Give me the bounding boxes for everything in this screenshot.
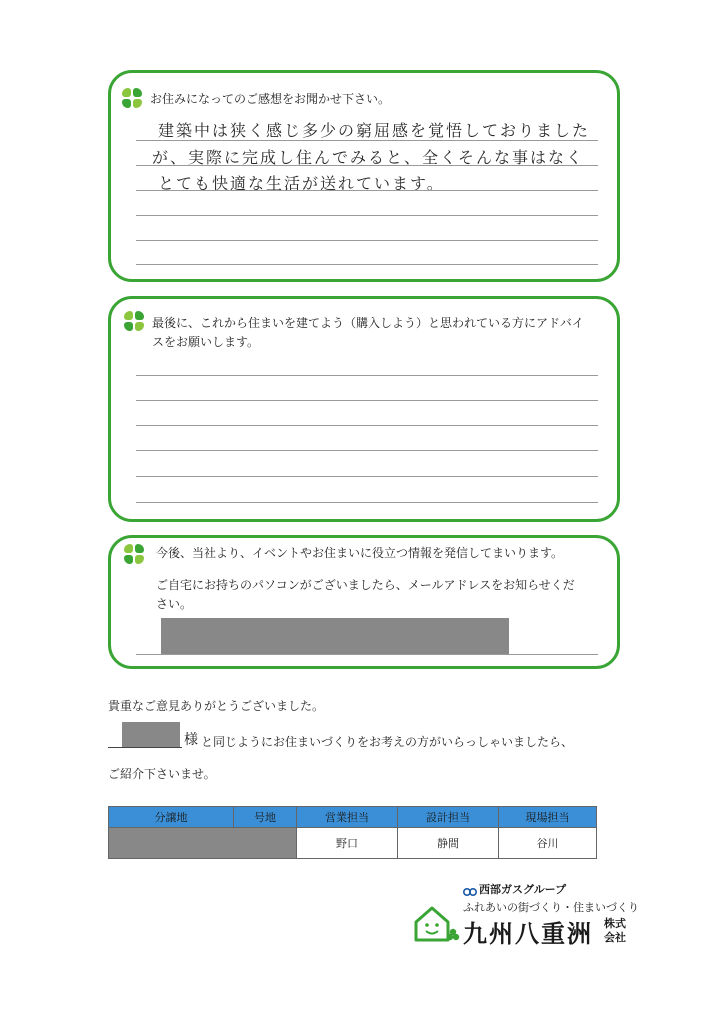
ruled-line xyxy=(136,425,598,426)
thanks-message: 貴重なご意見ありがとうございました。 xyxy=(108,699,325,713)
company-suffix: 会社 xyxy=(604,931,626,944)
clover-bullet-icon xyxy=(124,544,146,566)
table-header: 分譲地 xyxy=(109,807,234,828)
referral-message-end: ご紹介下さいませ。 xyxy=(108,767,216,781)
design-staff: 静間 xyxy=(398,828,499,859)
staff-table xyxy=(108,806,597,859)
company-suffix: 株式 xyxy=(604,917,626,930)
ruled-line xyxy=(136,400,598,401)
house-mascot-icon xyxy=(412,904,460,944)
ruled-line xyxy=(136,165,598,166)
ruled-line xyxy=(136,215,598,216)
company-name: 九州八重洲 xyxy=(463,920,593,948)
group-name: 西部ガスグループ xyxy=(479,883,567,896)
group-logo-icon xyxy=(463,883,477,895)
ruled-line xyxy=(136,450,598,451)
ruled-line xyxy=(136,375,598,376)
redacted-lot xyxy=(109,828,297,859)
table-header: 号地 xyxy=(234,807,297,828)
table-header: 現場担当 xyxy=(499,807,597,828)
clover-bullet-icon xyxy=(124,311,146,333)
referral-message: と同じようにお住まいづくりをお考えの方がいらっしゃいましたら、 xyxy=(201,735,574,749)
handwritten-answer-line: とても快適な生活が送れています。 xyxy=(158,174,445,193)
ruled-line xyxy=(136,476,598,477)
advice-question: 最後に、これから住まいを建てよう（購入しよう）と思われている方にアドバイスをお願いします。 xyxy=(152,316,584,349)
redacted-name xyxy=(122,722,180,748)
redacted-email xyxy=(161,618,509,654)
company-tagline: ふれあいの街づくり・住まいづくり xyxy=(463,901,639,914)
ruled-line xyxy=(136,654,598,655)
handwritten-answer-line: 建築中は狭く感じ多少の窮屈感を覚悟しておりました xyxy=(158,121,591,140)
ruled-line xyxy=(136,264,598,265)
email-question-detail: ご自宅にお持ちのパソコンがございましたら、メールアドレスをお知らせください。 xyxy=(156,578,575,611)
impression-question: お住みになってのご感想をお聞かせ下さい。 xyxy=(150,92,391,106)
site-staff: 谷川 xyxy=(499,828,597,859)
honorific: 様 xyxy=(184,732,198,748)
handwritten-answer-line: が、実際に完成し住んでみると、全くそんな事はなく xyxy=(152,148,585,167)
ruled-line xyxy=(136,502,598,503)
table-header: 営業担当 xyxy=(297,807,398,828)
name-underline xyxy=(108,747,182,748)
ruled-line xyxy=(136,140,598,141)
ruled-line xyxy=(136,190,598,191)
email-question: 今後、当社より、イベントやお住まいに役立つ情報を発信してまいります。 xyxy=(156,546,564,560)
table-header: 設計担当 xyxy=(398,807,499,828)
ruled-line xyxy=(136,240,598,241)
sales-staff: 野口 xyxy=(297,828,398,859)
clover-bullet-icon xyxy=(122,88,144,110)
